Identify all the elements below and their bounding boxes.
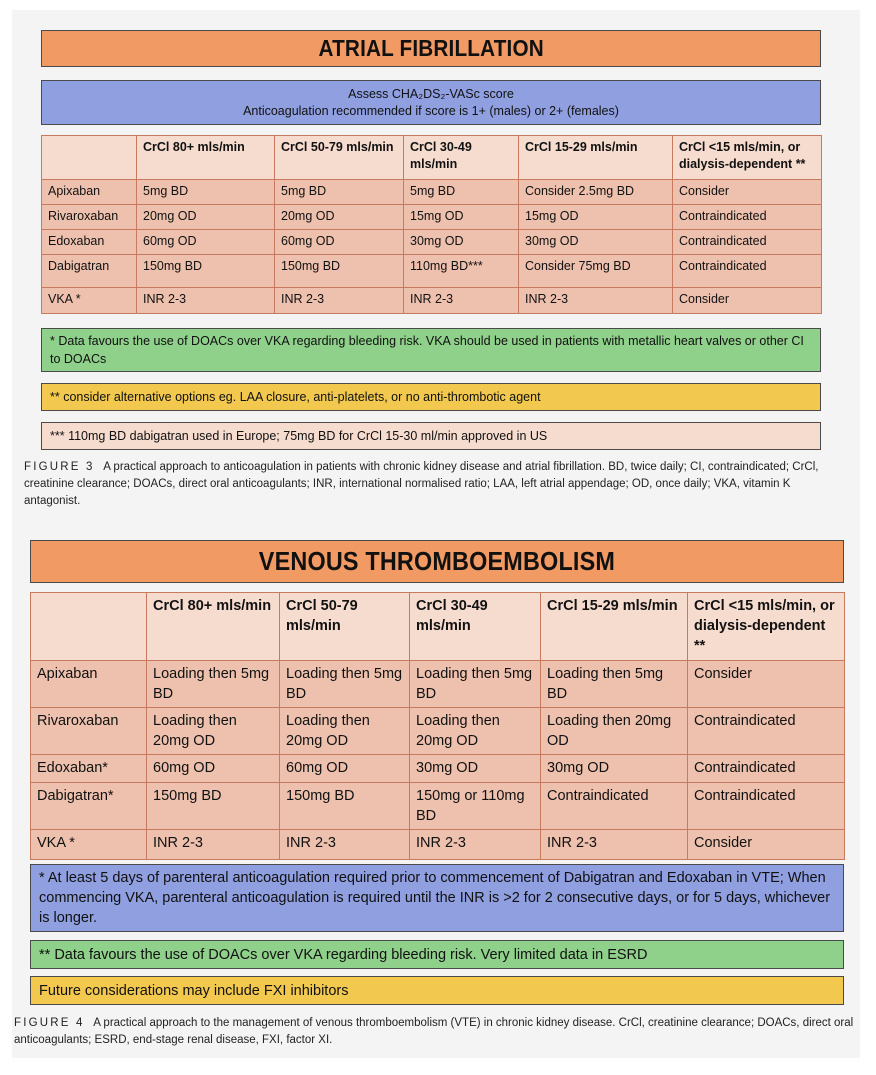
- drug-name: Dabigatran*: [31, 783, 147, 830]
- vte-header-corner: [31, 593, 147, 661]
- figure-3-text: A practical approach to anticoagulation in patients with chronic kidney disease and atrial fibrillation. BD, twice daily; CI, contraindicated; CrCl, creatinine clearance; DOACs, direct oral anticoagulants; INR, international normalised ratio; LAA, left atrial appendage; OD, once daily; VKA, vitamin K antagonist.: [24, 461, 819, 507]
- dose-cell: 15mg OD: [519, 205, 673, 230]
- vte-header-cell: CrCl <15 mls/min, or dialysis-dependent **: [688, 593, 845, 661]
- dose-cell: 30mg OD: [404, 230, 519, 255]
- dose-cell: Consider 75mg BD: [519, 255, 673, 288]
- vte-title-banner: [30, 540, 844, 583]
- vte-dosing-table: [30, 592, 845, 860]
- table-row: [42, 180, 822, 205]
- af-title-banner: [41, 30, 821, 67]
- dose-cell: Contraindicated: [688, 755, 845, 783]
- dose-cell: Loading then 20mg OD: [410, 708, 541, 755]
- dose-cell: 60mg OD: [280, 755, 410, 783]
- af-assess-line-1: Assess CHA₂DS₂-VASc score: [348, 86, 514, 101]
- vte-note-doac-text: ** Data favours the use of DOACs over VKA regarding bleeding risk. Very limited data in ESRD: [39, 946, 648, 963]
- dose-cell: Loading then 20mg OD: [280, 708, 410, 755]
- vte-note-parenteral-text: * At least 5 days of parenteral anticoagulation required prior to commencement of Dabigatran and Edoxaban in VTE; When commencing VKA, parenteral anticoagulation is required until the INR is >2 for 2 consecutive days, or for 5 days, whichever is longer.: [39, 870, 831, 926]
- dose-cell: Contraindicated: [673, 205, 822, 230]
- table-row: [42, 255, 822, 288]
- dose-cell: INR 2-3: [280, 830, 410, 860]
- drug-name: Edoxaban*: [31, 755, 147, 783]
- af-header-corner: [42, 136, 137, 180]
- dose-cell: 60mg OD: [147, 755, 280, 783]
- dose-cell: 150mg or 110mg BD: [410, 783, 541, 830]
- dose-cell: Loading then 5mg BD: [410, 661, 541, 708]
- drug-name: Edoxaban: [42, 230, 137, 255]
- drug-name: VKA *: [31, 830, 147, 860]
- drug-name: Apixaban: [42, 180, 137, 205]
- dose-cell: 60mg OD: [137, 230, 275, 255]
- af-header-row: [42, 136, 822, 180]
- af-header-cell: CrCl 15-29 mls/min: [519, 136, 673, 180]
- table-row: [42, 288, 822, 314]
- vte-header-cell: CrCl 80+ mls/min: [147, 593, 280, 661]
- af-header-cell: CrCl 50-79 mls/min: [275, 136, 404, 180]
- dose-cell: 30mg OD: [410, 755, 541, 783]
- drug-name: Apixaban: [31, 661, 147, 708]
- af-assess-line-2: Anticoagulation recommended if score is 1+ (males) or 2+ (females): [243, 103, 619, 118]
- vte-title: VENOUS THROMBOEMBOLISM: [258, 546, 616, 576]
- table-row: [42, 230, 822, 255]
- drug-name: Dabigatran: [42, 255, 137, 288]
- dose-cell: INR 2-3: [410, 830, 541, 860]
- af-header-cell: CrCl <15 mls/min, or dialysis-dependent **: [673, 136, 822, 180]
- dose-cell: 30mg OD: [519, 230, 673, 255]
- vte-note-future-text: Future considerations may include FXI inhibitors: [39, 982, 349, 999]
- dose-cell: Contraindicated: [673, 255, 822, 288]
- af-title: ATRIAL FIBRILLATION: [318, 35, 544, 61]
- dose-cell: Consider 2.5mg BD: [519, 180, 673, 205]
- af-note-alternatives: [41, 383, 821, 411]
- af-assess-box: [41, 80, 821, 125]
- dose-cell: Contraindicated: [688, 783, 845, 830]
- dose-cell: Consider: [688, 830, 845, 860]
- dose-cell: 30mg OD: [541, 755, 688, 783]
- af-header-cell: CrCl 80+ mls/min: [137, 136, 275, 180]
- dose-cell: Contraindicated: [673, 230, 822, 255]
- af-note-doac: [41, 328, 821, 372]
- dose-cell: Contraindicated: [688, 708, 845, 755]
- dose-cell: 150mg BD: [280, 783, 410, 830]
- vte-note-parenteral: [30, 864, 844, 932]
- dose-cell: Consider: [673, 180, 822, 205]
- vte-note-doac: [30, 940, 844, 969]
- drug-name: VKA *: [42, 288, 137, 314]
- figure-3-label: FIGURE 3: [24, 461, 95, 473]
- dose-cell: INR 2-3: [519, 288, 673, 314]
- table-row: [31, 783, 845, 830]
- dose-cell: INR 2-3: [147, 830, 280, 860]
- figure-3-caption: [24, 459, 844, 510]
- dose-cell: 20mg OD: [275, 205, 404, 230]
- dose-cell: 20mg OD: [137, 205, 275, 230]
- table-row: [31, 755, 845, 783]
- drug-name: Rivaroxaban: [31, 708, 147, 755]
- figure-4-label: FIGURE 4: [14, 1017, 85, 1029]
- dose-cell: INR 2-3: [137, 288, 275, 314]
- table-row: [31, 708, 845, 755]
- dose-cell: 5mg BD: [275, 180, 404, 205]
- table-row: [42, 205, 822, 230]
- vte-header-cell: CrCl 30-49 mls/min: [410, 593, 541, 661]
- vte-header-cell: CrCl 50-79 mls/min: [280, 593, 410, 661]
- dose-cell: 5mg BD: [137, 180, 275, 205]
- dose-cell: Consider: [673, 288, 822, 314]
- document-page: [12, 10, 860, 1058]
- dose-cell: INR 2-3: [275, 288, 404, 314]
- dose-cell: 5mg BD: [404, 180, 519, 205]
- figure-4-text: A practical approach to the management of venous thromboembolism (VTE) in chronic kidney disease. CrCl, creatinine clearance; DOACs, direct oral anticoagulants; ESRD, end-stage renal disease, FXI, factor XI.: [14, 1017, 854, 1046]
- dose-cell: Loading then 5mg BD: [147, 661, 280, 708]
- af-note-dabigatran-text: *** 110mg BD dabigatran used in Europe; 75mg BD for CrCl 15-30 ml/min approved in US: [50, 429, 548, 443]
- dose-cell: 150mg BD: [147, 783, 280, 830]
- dose-cell: Loading then 5mg BD: [280, 661, 410, 708]
- dose-cell: 15mg OD: [404, 205, 519, 230]
- table-row: [31, 661, 845, 708]
- af-note-alternatives-text: ** consider alternative options eg. LAA closure, anti-platelets, or no anti-thrombotic agent: [50, 390, 541, 404]
- af-header-cell: CrCl 30-49 mls/min: [404, 136, 519, 180]
- af-note-dabigatran: [41, 422, 821, 450]
- vte-header-cell: CrCl 15-29 mls/min: [541, 593, 688, 661]
- figure-4-caption: [14, 1015, 854, 1049]
- vte-note-future: [30, 976, 844, 1005]
- dose-cell: Loading then 5mg BD: [541, 661, 688, 708]
- dose-cell: Contraindicated: [541, 783, 688, 830]
- dose-cell: INR 2-3: [541, 830, 688, 860]
- af-dosing-table: [41, 135, 822, 314]
- dose-cell: Consider: [688, 661, 845, 708]
- dose-cell: 150mg BD: [137, 255, 275, 288]
- dose-cell: 110mg BD***: [404, 255, 519, 288]
- af-note-doac-text: * Data favours the use of DOACs over VKA regarding bleeding risk. VKA should be used in patients with metallic heart valves or other CI to DOACs: [50, 334, 804, 366]
- vte-header-row: [31, 593, 845, 661]
- dose-cell: 60mg OD: [275, 230, 404, 255]
- dose-cell: 150mg BD: [275, 255, 404, 288]
- dose-cell: Loading then 20mg OD: [147, 708, 280, 755]
- drug-name: Rivaroxaban: [42, 205, 137, 230]
- dose-cell: INR 2-3: [404, 288, 519, 314]
- dose-cell: Loading then 20mg OD: [541, 708, 688, 755]
- table-row: [31, 830, 845, 860]
